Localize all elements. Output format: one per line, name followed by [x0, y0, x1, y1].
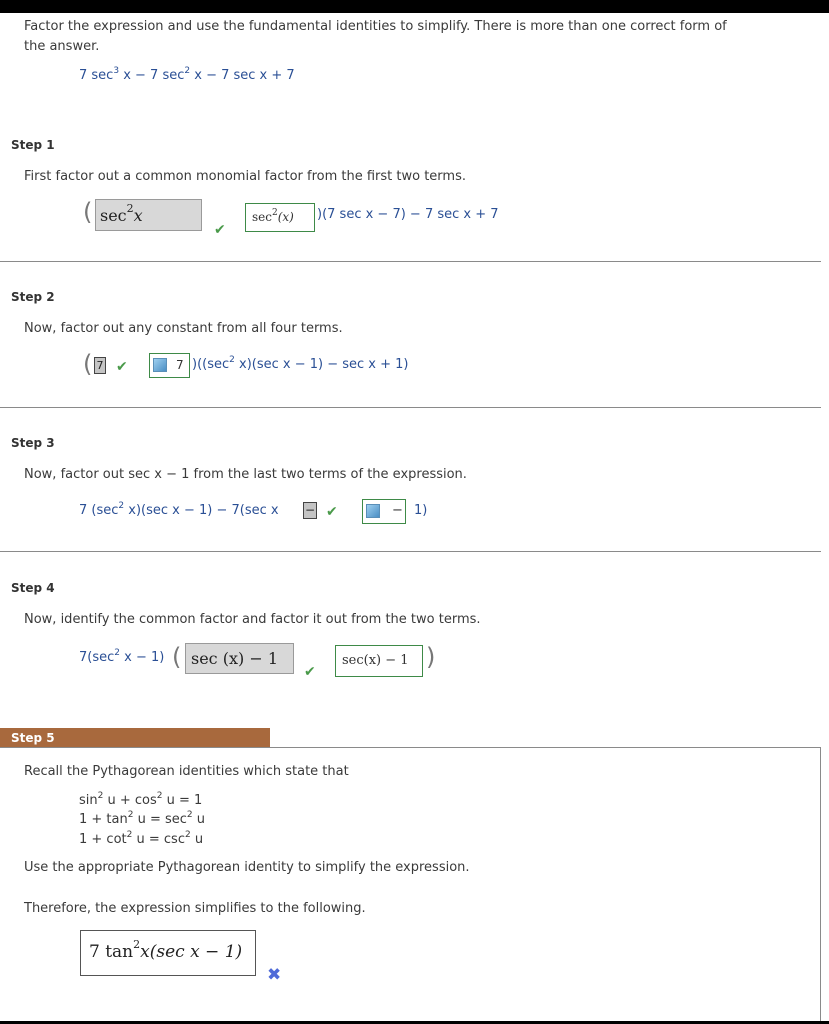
open-paren: ( — [83, 198, 93, 226]
open-paren: ( — [83, 350, 93, 378]
step-5-text-2: Use the appropriate Pythagorean identity to simplify the expression. — [24, 860, 470, 875]
step-4-answer-input[interactable]: sec (x) − 1 — [185, 643, 294, 674]
identity-1: $\sin^2 u + \cos^2 u = 1$ — [79, 791, 203, 808]
incorrect-icon: ✖ — [267, 965, 282, 985]
divider — [0, 261, 821, 262]
step-4-expression: $7(\sec^2$ x − 1) — [79, 648, 165, 665]
step-3-text: Now, factor out sec x − 1 from the last two terms of the expression. — [24, 467, 467, 482]
step-1-title: Step 1 — [11, 138, 55, 152]
step-2-title: Step 2 — [11, 290, 55, 304]
key-icon — [153, 358, 167, 372]
step-2-answer-input[interactable]: 7 — [94, 357, 106, 374]
key-icon — [366, 504, 380, 518]
divider — [0, 551, 821, 552]
divider — [0, 407, 821, 408]
check-icon: ✔ — [304, 664, 316, 680]
step-1-expression-rest: )(7 sec x − 7) − 7 sec x + 7 — [317, 207, 499, 222]
step-4-title: Step 4 — [11, 581, 55, 595]
step-5-title: Step 5 — [11, 731, 55, 745]
check-icon: ✔ — [326, 504, 338, 520]
step-3-correct-answer: − — [362, 499, 406, 524]
step-3-expression: 7 ($\sec^2$ x)(sec x − 1) − 7(sec x — [79, 501, 279, 518]
step-3-expression-rest: 1) — [414, 503, 428, 518]
step-5-answer-input[interactable]: 7 $\tan^2x(\sec$ x − 1) — [80, 930, 256, 976]
close-paren: ) — [426, 643, 436, 671]
step-2-expression-rest: )(($\sec^2$ x)(sec x − 1) − sec x + 1) — [192, 355, 409, 372]
step-1-text: First factor out a common monomial factor from the first two terms. — [24, 169, 466, 184]
instruction-line-1: Factor the expression and use the fundamental identities to simplify. There is more than one correct form of — [24, 19, 727, 34]
check-icon: ✔ — [116, 359, 128, 375]
top-bar — [0, 0, 829, 13]
identity-3: $1 + \cot^2 u = \csc^2 u$ — [79, 830, 204, 847]
step-5-text-3: Therefore, the expression simplifies to the following. — [24, 901, 366, 916]
instruction-line-2: the answer. — [24, 39, 100, 54]
step-5-panel — [0, 747, 821, 1024]
step-5-header — [0, 728, 270, 748]
step-1-correct-answer: $\sec^2(x)$ — [245, 203, 315, 232]
step-1-answer-input[interactable]: $\sec^2x$ — [95, 199, 202, 231]
open-paren: ( — [172, 643, 182, 671]
step-3-answer-input[interactable]: − — [304, 503, 316, 517]
check-icon: ✔ — [214, 222, 226, 238]
step-2-text: Now, factor out any constant from all four terms. — [24, 321, 343, 336]
step-4-text: Now, identify the common factor and factor it out from the two terms. — [24, 612, 481, 627]
problem-expression: 7 $\sec^3 x - 7$ $\sec^2 x - 7$ sec x + 7 — [79, 66, 295, 83]
step-3-title: Step 3 — [11, 436, 55, 450]
step-2-correct-answer: 7 — [149, 353, 190, 378]
identity-2: $1 + \tan^2 u = \sec^2 u$ — [79, 810, 206, 827]
step-5-text-1: Recall the Pythagorean identities which state that — [24, 764, 349, 779]
step-4-correct-answer: sec(x) − 1 — [335, 645, 423, 677]
